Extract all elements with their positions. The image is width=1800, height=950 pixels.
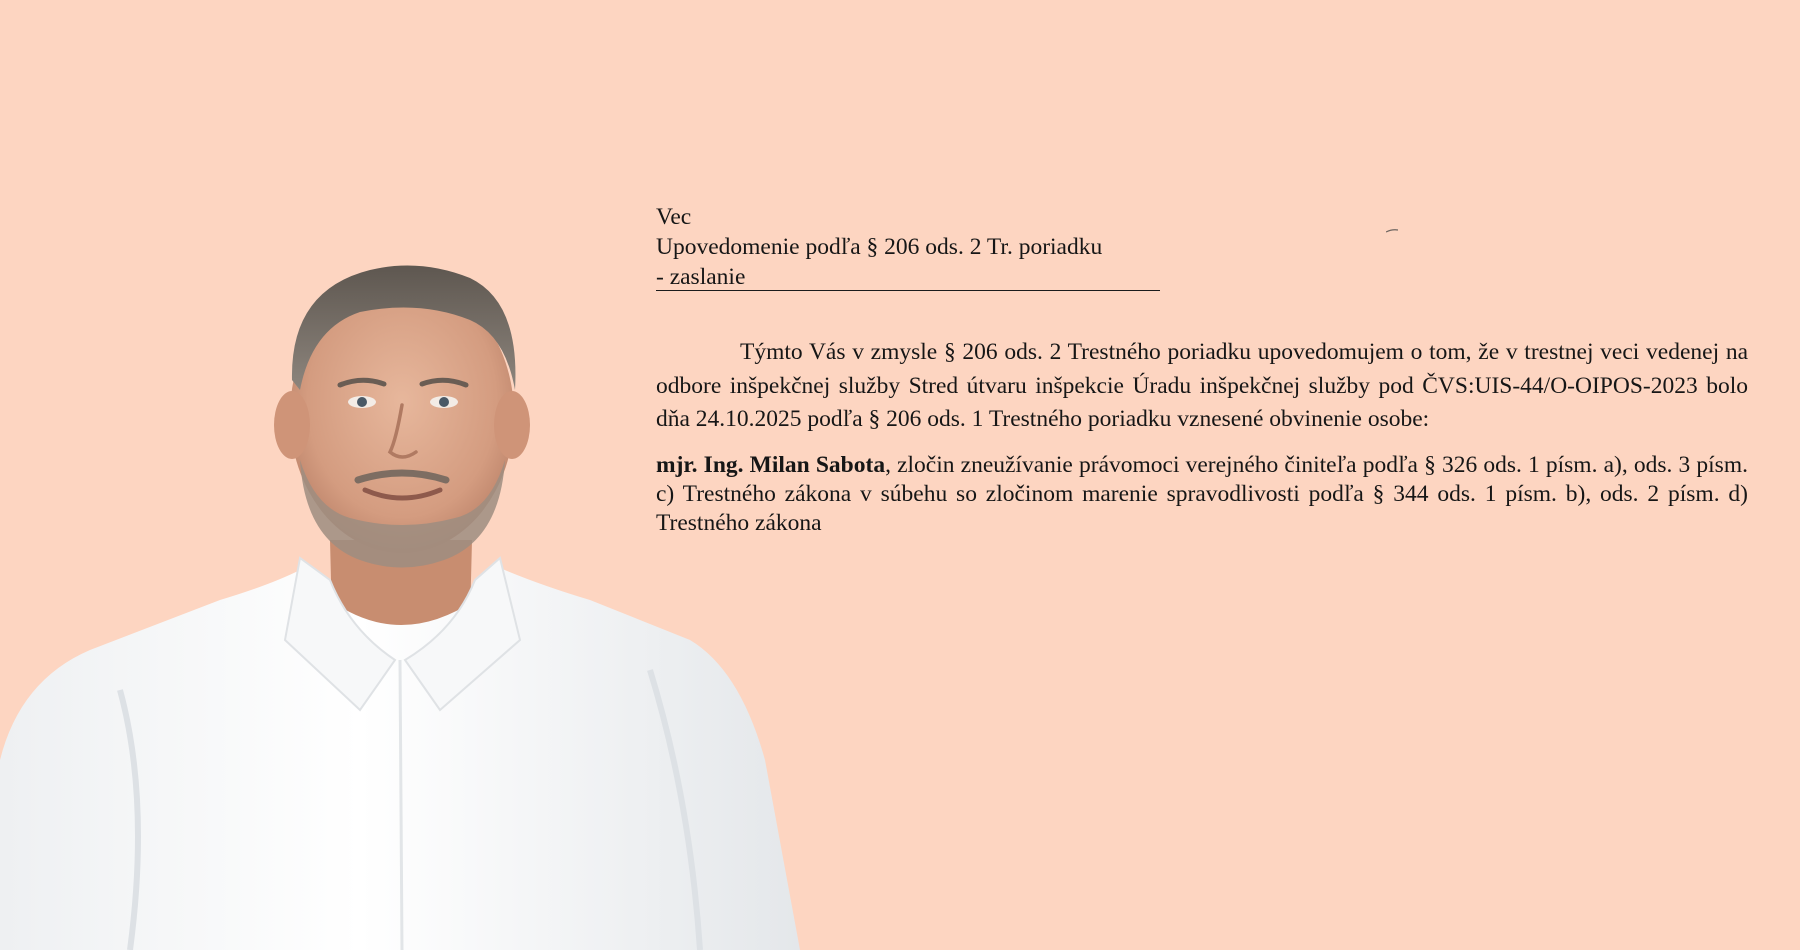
accused-paragraph bbox=[656, 451, 1748, 538]
scan-speck bbox=[1386, 229, 1398, 233]
document-body: Týmto Vás v zmysle § 206 ods. 2 Trestného poriadku upovedomujem o tom, že v trestnej veci vedenej na odbore inšpekčnej služby Stred útvaru inšpekcie Úradu inšpekčnej služby pod ČVS:UIS-44/O-OIPOS-2023 bolo dňa 24.10.2025 podľa § 206 ods. 1 Trestného poriadku vznesené obvinenie osobe: bbox=[656, 339, 1748, 432]
document bbox=[656, 202, 1748, 538]
charge-text: , zločin zneužívanie právomoci verejného činiteľa podľa § 326 ods. 1 písm. a), ods. 3 písm. c) Trestného zákona v súbehu so zločinom marenie spravodlivosti podľa § 344 ods. 1 písm. b), ods. 2 písm. d) Trestného zákona bbox=[656, 451, 1748, 536]
accused-name: mjr. Ing. Milan Sabota bbox=[656, 451, 886, 478]
document-heading: Vec bbox=[656, 204, 692, 230]
document-subject: Upovedomenie podľa § 206 ods. 2 Tr. poriadku bbox=[656, 234, 1103, 260]
document-subject-tail: - zaslanie bbox=[656, 264, 1160, 291]
